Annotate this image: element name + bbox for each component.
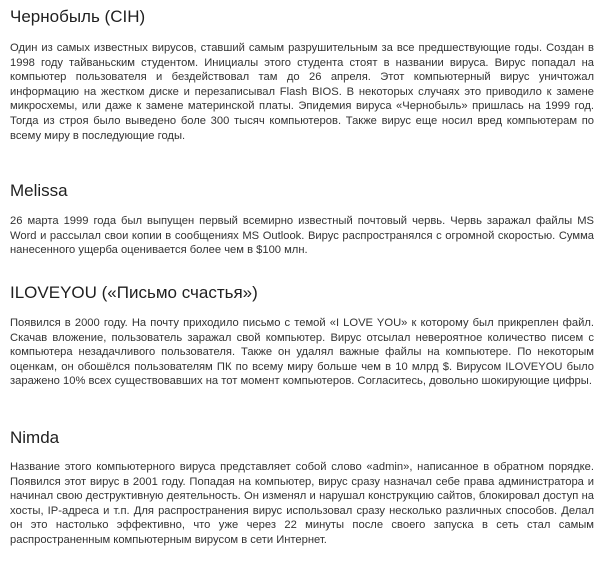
section-text: Название этого компьютерного вируса представляет собой слово «admin», написанное в обратном порядке. Появился этот вирус в 2001 году. Попадая на компьютер, вирус сразу назначал себе права администратора и начинал свою деструктивную деятельность. Он изменял и нарушал конструкцию сайтов, блокировал доступ на хосты, IP-адреса и т.п. Для распространения вирус использовал сразу несколько различных способов. Делал он это настолько эффективно, что уже через 22 минуты после своего запуска в сеть стал самым распространенным компьютерным вирусом в сети Интернет. — [10, 461, 594, 546]
section-chernobyl — [10, 7, 594, 143]
section-title: Чернобыль (CIH) — [10, 7, 146, 26]
section-text: Один из самых известных вирусов, ставший самым разрушительным за все предшествующие годы. Создан в 1998 году тайваньским студентом. Инициалы этого студента стоят в названии вируса. Вирус попадал на компьютер пользователя и бездействовал там до 26 апреля. Этот компьютерный вирус уничтожал информацию на жестком диске и перезаписывал Flash BIOS. В некоторых случаях это приводило к замене микросхемы, или даже к замене материнской платы. Эпидемия вируса «Чернобыль» пришлась на 1999 год. Тогда из строя было выведено боле 300 тысяч компьютеров. Также вирус еще носил вред компьютерам по всему миру в последующие годы. — [10, 42, 594, 142]
section-iloveyou — [10, 283, 594, 389]
section-title: Nimda — [10, 428, 60, 447]
section-title: Melissa — [10, 181, 68, 200]
section-text: Появился в 2000 году. На почту приходило письмо с темой «I LOVE YOU» к которому был прикреплен файл. Скачав вложение, пользователь заражал свой компьютер. Вирус отсылал невероятное количество писем с компьютера незадачливого пользователя. Также он удалял важные файлы на компьютере. По некоторым оценкам, он обошёлся пользователям ПК по всему миру больше чем в 10 млрд $. Вирусом ILOVEYOU было заражено 10% всех существовавших на тот момент компьютеров. Согласитесь, довольно шокирующие цифры. — [10, 317, 594, 388]
section-text: 26 марта 1999 года был выпущен первый всемирно известный почтовый червь. Червь заражал файлы MS Word и рассылал свои копии в сообщениях MS Outlook. Вирус распространялся с огромной скоростью. Сумма нанесенного ущерба оценивается более чем в $100 млн. — [10, 215, 594, 257]
section-title: ILOVEYOU («Письмо счастья») — [10, 283, 258, 302]
section-melissa — [10, 181, 594, 258]
section-nimda — [10, 428, 594, 548]
